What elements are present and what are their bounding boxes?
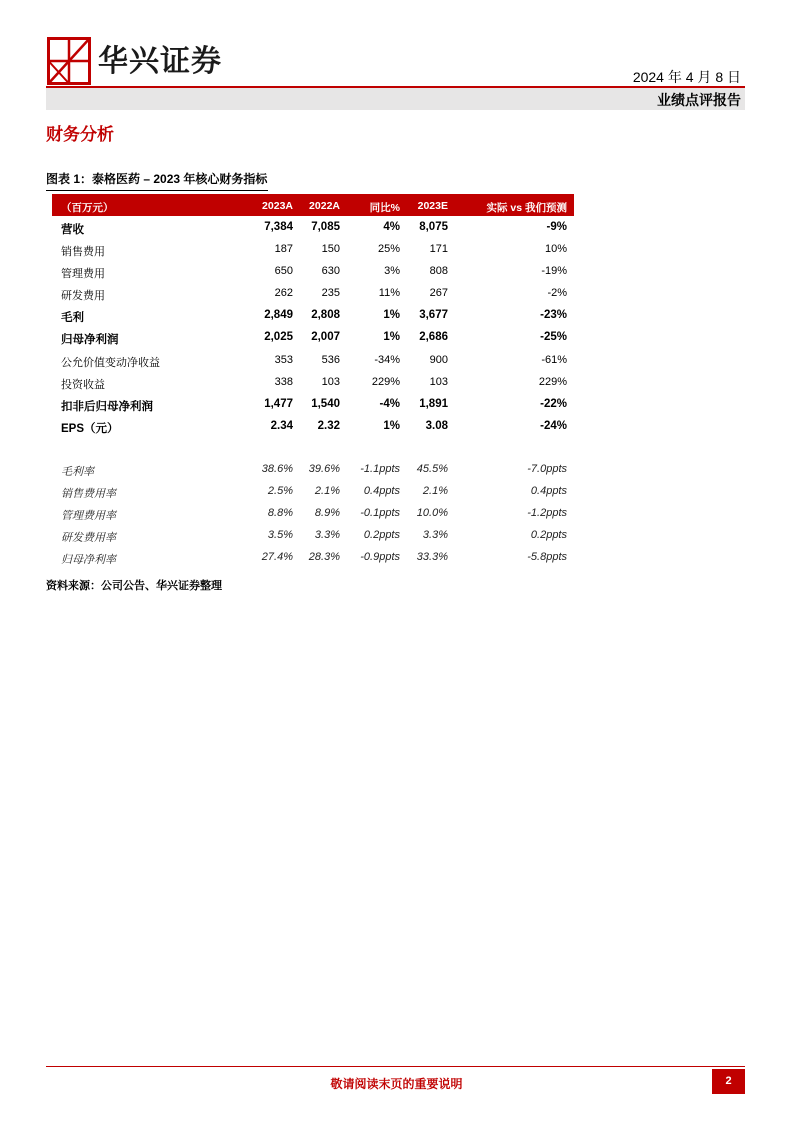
report-type-bar: [46, 88, 745, 110]
row-label: 公允价值变动净收益: [61, 356, 160, 369]
table-row: [52, 216, 574, 238]
table-spacer: [52, 437, 574, 458]
cell: 3.3%: [314, 529, 340, 542]
column-header: 实际 vs 我们预测: [486, 202, 567, 214]
column-header: 2023E: [417, 200, 448, 212]
page-number: 2: [712, 1069, 745, 1094]
cell: 2.32: [317, 419, 340, 432]
section-title: 财务分析: [46, 125, 114, 144]
cell: 27.4%: [261, 551, 293, 564]
row-label: 研发费用: [61, 290, 105, 303]
table-row: [52, 393, 574, 415]
row-label: 毛利: [61, 312, 84, 325]
cell: -9%: [546, 221, 567, 233]
footer-divider: [46, 1066, 745, 1067]
cell: 2,025: [264, 331, 293, 344]
cell: 229%: [371, 375, 400, 388]
report-date: 2024 年 4 月 8 日: [632, 69, 741, 85]
cell: -0.1ppts: [360, 507, 400, 520]
cell: -2%: [547, 287, 567, 300]
cell: 3,677: [419, 309, 448, 322]
cell: 187: [274, 243, 293, 256]
cell: 2.34: [270, 419, 293, 432]
row-label: 研发费用率: [61, 532, 116, 545]
cell: 7,384: [264, 221, 293, 233]
table-row: [52, 326, 574, 348]
cell: 2,686: [419, 331, 448, 344]
table-row: [52, 371, 574, 393]
column-header: 同比%: [369, 202, 400, 214]
cell: 10%: [544, 243, 567, 256]
table-row: [52, 238, 574, 260]
cell: 8.8%: [267, 507, 293, 520]
row-label: 归母净利润: [61, 334, 119, 347]
row-label: 销售费用率: [61, 488, 116, 501]
cell: 2,007: [311, 331, 340, 344]
column-header: 2023A: [262, 200, 293, 212]
row-label: 毛利率: [61, 465, 94, 478]
row-label: 销售费用: [61, 246, 105, 259]
cell: 0.4ppts: [363, 485, 400, 498]
ratio-row: [52, 480, 574, 502]
cell: 2,849: [264, 309, 293, 322]
row-label: EPS（元）: [61, 422, 119, 435]
report-type: 业绩点评报告: [657, 92, 741, 108]
cell: 3.08: [425, 419, 448, 432]
cell: 1,540: [311, 397, 340, 410]
cell: 45.5%: [416, 462, 448, 475]
data-source: 资料来源：公司公告、华兴证券整理: [46, 580, 222, 592]
cell: 4%: [383, 221, 400, 233]
cell: 2.1%: [422, 485, 448, 498]
cell: -34%: [374, 353, 400, 366]
cell: -0.9ppts: [360, 551, 400, 564]
cell: -22%: [540, 397, 567, 410]
table-row: [52, 415, 574, 437]
row-label: 投资收益: [61, 378, 105, 391]
ratio-row: [52, 502, 574, 524]
cell: 1,477: [264, 397, 293, 410]
column-header: （百万元）: [61, 202, 114, 214]
cell: 7,085: [311, 221, 340, 233]
cell: -61%: [541, 353, 567, 366]
table-row: [52, 304, 574, 326]
cell: 900: [429, 353, 448, 366]
cell: 267: [429, 287, 448, 300]
cell: 3%: [384, 265, 400, 278]
cell: 103: [429, 375, 448, 388]
table-row: [52, 260, 574, 282]
column-header: 2022A: [309, 200, 340, 212]
cell: 0.2ppts: [530, 529, 567, 542]
cell: 8.9%: [314, 507, 340, 520]
row-label: 扣非后归母净利润: [61, 400, 153, 413]
table-row: [52, 349, 574, 371]
ratio-row: [52, 458, 574, 480]
cell: 536: [321, 353, 340, 366]
figure-title: 图表 1：泰格医药 – 2023 年核心财务指标: [46, 170, 268, 191]
table-row: [52, 282, 574, 304]
cell: 630: [321, 265, 340, 278]
cell: 0.2ppts: [363, 529, 400, 542]
cell: 2.5%: [267, 485, 293, 498]
cell: 3.3%: [422, 529, 448, 542]
cell: 229%: [538, 375, 567, 388]
cell: -25%: [540, 331, 567, 344]
cell: 28.3%: [308, 551, 340, 564]
cell: 808: [429, 265, 448, 278]
cell: 1,891: [419, 397, 448, 410]
cell: 353: [274, 353, 293, 366]
cell: -4%: [379, 397, 400, 410]
cell: 11%: [378, 287, 400, 300]
cell: 103: [321, 375, 340, 388]
cell: -1.2ppts: [527, 507, 567, 520]
cell: 10.0%: [416, 507, 448, 520]
cell: -24%: [540, 419, 567, 432]
footer-notice: 敬请阅读末页的重要说明: [330, 1077, 463, 1091]
cell: 38.6%: [261, 462, 293, 475]
row-label: 管理费用: [61, 268, 105, 281]
cell: 150: [321, 243, 340, 256]
row-label: 管理费用率: [61, 510, 116, 523]
cell: 39.6%: [308, 462, 340, 475]
cell: -23%: [540, 309, 567, 322]
cell: -5.8ppts: [527, 551, 567, 564]
cell: 3.5%: [267, 529, 293, 542]
logo-icon: [47, 37, 91, 85]
cell: 650: [274, 265, 293, 278]
cell: -1.1ppts: [360, 462, 400, 475]
cell: 0.4ppts: [530, 485, 567, 498]
row-label: 营收: [61, 224, 84, 236]
table-header-row: [52, 194, 574, 216]
cell: -19%: [541, 265, 567, 278]
brand-name: 华兴证券: [98, 45, 222, 78]
row-label: 归母净利率: [61, 554, 116, 567]
cell: 171: [429, 243, 448, 256]
ratio-row: [52, 524, 574, 546]
cell: 262: [274, 287, 293, 300]
cell: 338: [274, 375, 293, 388]
cell: 2,808: [311, 309, 340, 322]
cell: 33.3%: [416, 551, 448, 564]
cell: 2.1%: [314, 485, 340, 498]
cell: 1%: [383, 419, 400, 432]
ratio-row: [52, 546, 574, 568]
cell: 1%: [383, 309, 400, 322]
cell: 1%: [383, 331, 400, 344]
cell: 25%: [377, 243, 400, 256]
cell: -7.0ppts: [527, 462, 567, 475]
cell: 235: [321, 287, 340, 300]
cell: 8,075: [419, 221, 448, 233]
financial-table: [52, 194, 574, 568]
